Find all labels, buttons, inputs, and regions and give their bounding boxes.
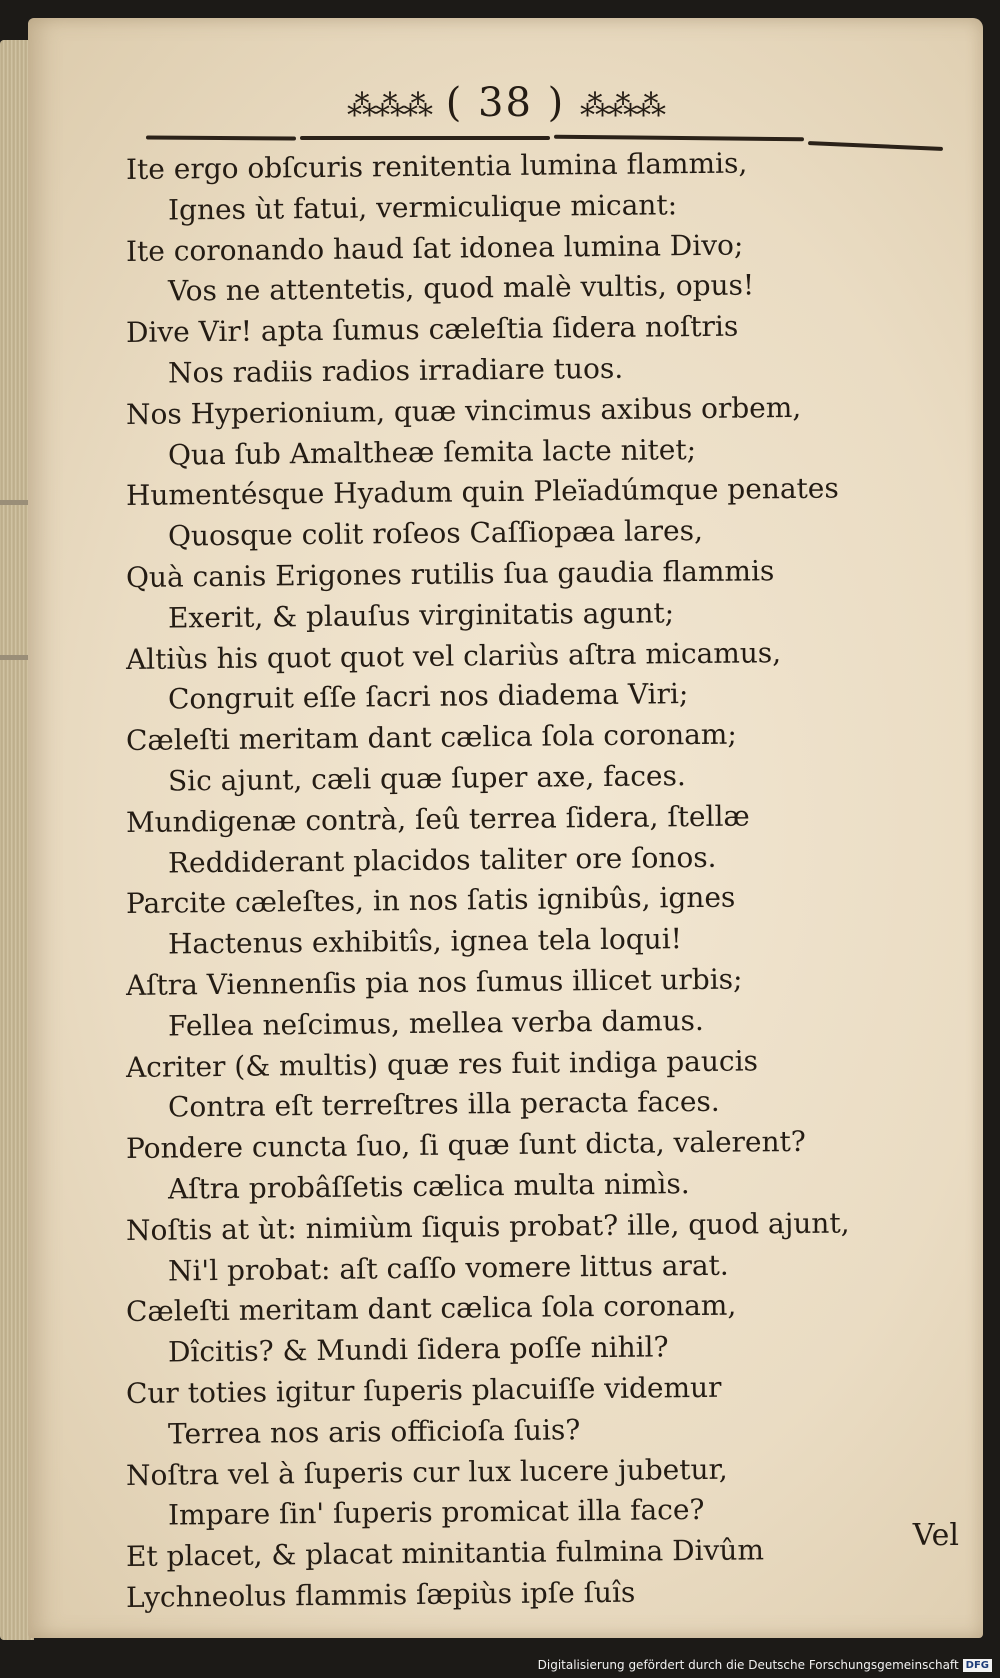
verse-line: Pondere cuncta ſuo, ſi quæ ſunt dicta, valerent?	[125, 1125, 806, 1166]
verse-line: Cæleſti meritam dant cælica ſola coronam;	[125, 717, 737, 758]
verse-line: Ite ergo obſcuris renitentia lumina flammis,	[125, 146, 748, 186]
verse-line: Qua ſub Amaltheæ ſemita lacte nitet;	[167, 432, 697, 472]
verse-line: Sic ajunt, cæli quæ ſuper axe, faces.	[167, 759, 686, 798]
verse-line: Mundigenæ contrà, ſeû terrea ſidera, ſtellæ	[125, 799, 750, 839]
verse-line: Humentésque Hyadum quin Pleïadúmque penates	[125, 471, 839, 513]
verse-line: Aſtra probâſſetis cælica multa nimìs.	[167, 1167, 690, 1206]
verse-line: Noſtis at ùt: nimiùm ſiquis probat? ille, quod ajunt,	[125, 1206, 850, 1247]
book-page	[28, 18, 983, 1638]
verse-line: Aſtra Viennenſis pia nos ſumus illicet urbis;	[125, 962, 743, 1002]
page-header	[28, 80, 983, 126]
dfg-logo: DFG	[963, 1659, 992, 1672]
header-rule	[300, 136, 550, 140]
verse-line: Ite coronando haud ſat idonea lumina Divo;	[125, 228, 744, 268]
verse-line: Et placet, & placat minitantia fulmina Divûm	[125, 1533, 765, 1574]
verse-line: Cur toties igitur ſuperis placuiſſe videmur	[125, 1370, 722, 1410]
catchword: Vel	[912, 1518, 959, 1553]
verse-line: Impare ſin' ſuperis promicat illa face?	[167, 1493, 705, 1532]
verse-line: Dîcitis? & Mundi ſidera poſſe nihil?	[167, 1330, 669, 1369]
verse-line: Quà canis Erigones rutilis ſua gaudia flammis	[125, 554, 775, 594]
verse-block	[125, 146, 946, 1619]
verse-line: Nos radiis radios irradiare tuos.	[167, 351, 624, 390]
funding-text: Digitalisierung gefördert durch die Deutsche Forschungsgemeinschaft	[537, 1658, 959, 1672]
header-rule	[146, 135, 296, 140]
page-number: ( 38 )	[445, 80, 566, 126]
verse-line: Contra eſt terreſtres illa peracta faces.	[167, 1085, 720, 1124]
verse-line: Fellea neſcimus, mellea verba damus.	[167, 1003, 704, 1043]
verse-line: Parcite cæleſtes, in nos ſatis ignibûs, ignes	[125, 880, 736, 921]
verse-line: Acriter (& multis) quæ res fuit indiga paucis	[125, 1043, 759, 1084]
verse-line: Quosque colit roſeos Caſſiopæa lares,	[167, 514, 704, 553]
verse-line: Ignes ùt fatui, vermiculique micant:	[167, 188, 678, 227]
verse-line: Vos ne attentetis, quod malè vultis, opus!	[167, 268, 755, 308]
funding-notice	[538, 1658, 992, 1672]
verse-line: Reddiderant placidos taliter ore ſonos.	[167, 840, 717, 880]
verse-line: Hactenus exhibitîs, ignea tela loqui!	[167, 922, 683, 961]
verse-line: Altiùs his quot quot vel clariùs aſtra micamus,	[125, 635, 782, 676]
verse-line: Noſtra vel à ſuperis cur lux lucere jubetur,	[125, 1452, 728, 1492]
ornament-right: ⁂⁂⁂	[579, 88, 664, 124]
verse-line: Nos Hyperionium, quæ vincimus axibus orbem,	[125, 390, 802, 431]
verse-line: Lychneolus flammis ſæpiùs ipſe ſuîs	[125, 1575, 636, 1614]
ornament-left: ⁂⁂⁂	[347, 88, 431, 124]
verse-line: Congruit eſſe ſacri nos diadema Viri;	[167, 677, 689, 716]
verse-line: Cæleſti meritam dant cælica ſola coronam,	[125, 1288, 737, 1329]
verse-line: Dive Vir! apta ſumus cæleſtia ſidera noſtris	[125, 309, 739, 350]
header-rule	[554, 135, 804, 142]
verse-line: Ni'l probat: aſt caſſo vomere littus arat.	[167, 1248, 729, 1288]
verse-line: Exerit, & plauſus virginitatis agunt;	[167, 596, 675, 635]
verse-line: Terrea nos aris officioſa ſuis?	[167, 1412, 581, 1451]
